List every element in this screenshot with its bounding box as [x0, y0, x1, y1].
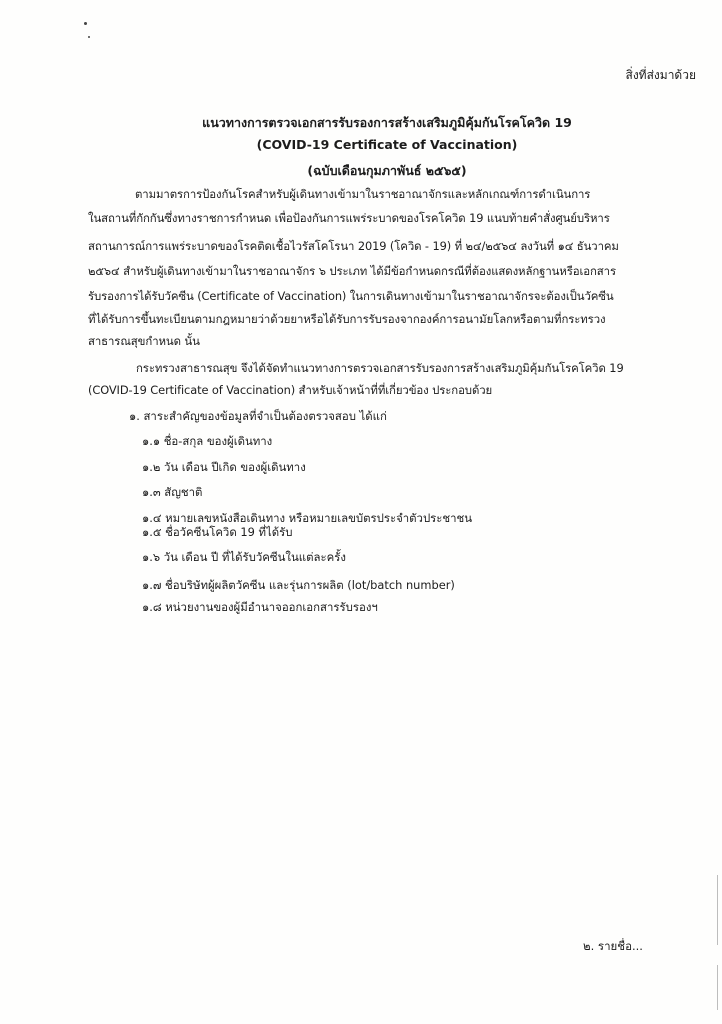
- list-item: ๑.๖ วัน เดือน ปี ที่ได้รับวัคซีนในแต่ละครั้ง: [142, 550, 346, 564]
- document-edition: (ฉบับเดือนกุมภาพันธ์ ๒๕๖๕): [307, 163, 467, 178]
- list-item: ๑.๑ ชื่อ-สกุล ของผู้เดินทาง: [142, 434, 273, 448]
- paragraph-line: ตามมาตรการป้องกันโรคสำหรับผู้เดินทางเข้ามาในราชอาณาจักรและหลักเกณฑ์การดำเนินการ: [135, 187, 591, 201]
- list-item: ๑.๔ หมายเลขหนังสือเดินทาง หรือหมายเลขบัตรประจำตัวประชาชน: [142, 511, 473, 525]
- paragraph-line: รับรองการได้รับวัคซีน (Certificate of Vaccination) ในการเดินทางเข้ามาในราชอาณาจักรจะต้องเป็นวัคซีน: [88, 289, 614, 303]
- list-item: ๑.๓ สัญชาติ: [142, 485, 203, 499]
- paragraph-line: ในสถานที่กักกันซึ่งทางราชการกำหนด เพื่อป้องกันการแพร่ระบาดของโรคโควิด 19 แนบท้ายคำสั่งศูนย์บริหาร: [88, 211, 610, 225]
- paragraph-line: (COVID-19 Certificate of Vaccination) สำหรับเจ้าหน้าที่ที่เกี่ยวข้อง ประกอบด้วย: [88, 383, 493, 397]
- section-heading: ๑. สาระสำคัญของข้อมูลที่จำเป็นต้องตรวจสอบ ได้แก่: [129, 409, 387, 423]
- continuation-note: ๒. รายชื่อ...: [583, 939, 643, 953]
- scan-speck: [88, 36, 90, 38]
- list-item: ๑.๗ ชื่อบริษัทผู้ผลิตวัคซีน และรุ่นการผลิต (lot/batch number): [142, 578, 455, 592]
- document-subtitle: (COVID-19 Certificate of Vaccination): [256, 137, 518, 152]
- scan-speck: [84, 22, 87, 25]
- scan-edge-mark: [717, 965, 718, 1010]
- document-title: แนวทางการตรวจเอกสารรับรองการสร้างเสริมภูมิคุ้มกันโรคโควิด 19: [202, 115, 572, 130]
- paragraph-line: ๒๕๖๔ สำหรับผู้เดินทางเข้ามาในราชอาณาจักร ๖ ประเภท ได้มีข้อกำหนดกรณีที่ต้องแสดงหลักฐานหรือเอกสาร: [88, 264, 616, 278]
- paragraph-line: สถานการณ์การแพร่ระบาดของโรคติดเชื้อไวรัสโคโรนา 2019 (โควิด - 19) ที่ ๒๔/๒๕๖๔ ลงวันที่ ๑๔ ธันวาคม: [88, 239, 619, 253]
- list-item: ๑.๘ หน่วยงานของผู้มีอำนาจออกเอกสารรับรองฯ: [142, 600, 378, 614]
- enclosure-label: สิ่งที่ส่งมาด้วย: [625, 68, 696, 82]
- list-item: ๑.๕ ชื่อวัคซีนโควิด 19 ที่ได้รับ: [142, 525, 293, 539]
- scan-edge-mark: [717, 875, 718, 945]
- paragraph-line: สาธารณสุขกำหนด นั้น: [88, 334, 200, 348]
- paragraph-line: ที่ได้รับการขึ้นทะเบียนตามกฎหมายว่าด้วยยาหรือได้รับการรับรองจากองค์การอนามัยโลกหรือตามที่กระทรวง: [88, 312, 606, 326]
- paragraph-line: กระทรวงสาธารณสุข จึงได้จัดทำแนวทางการตรวจเอกสารรับรองการสร้างเสริมภูมิคุ้มกันโรคโควิด 19: [136, 361, 624, 375]
- list-item: ๑.๒ วัน เดือน ปีเกิด ของผู้เดินทาง: [142, 460, 306, 474]
